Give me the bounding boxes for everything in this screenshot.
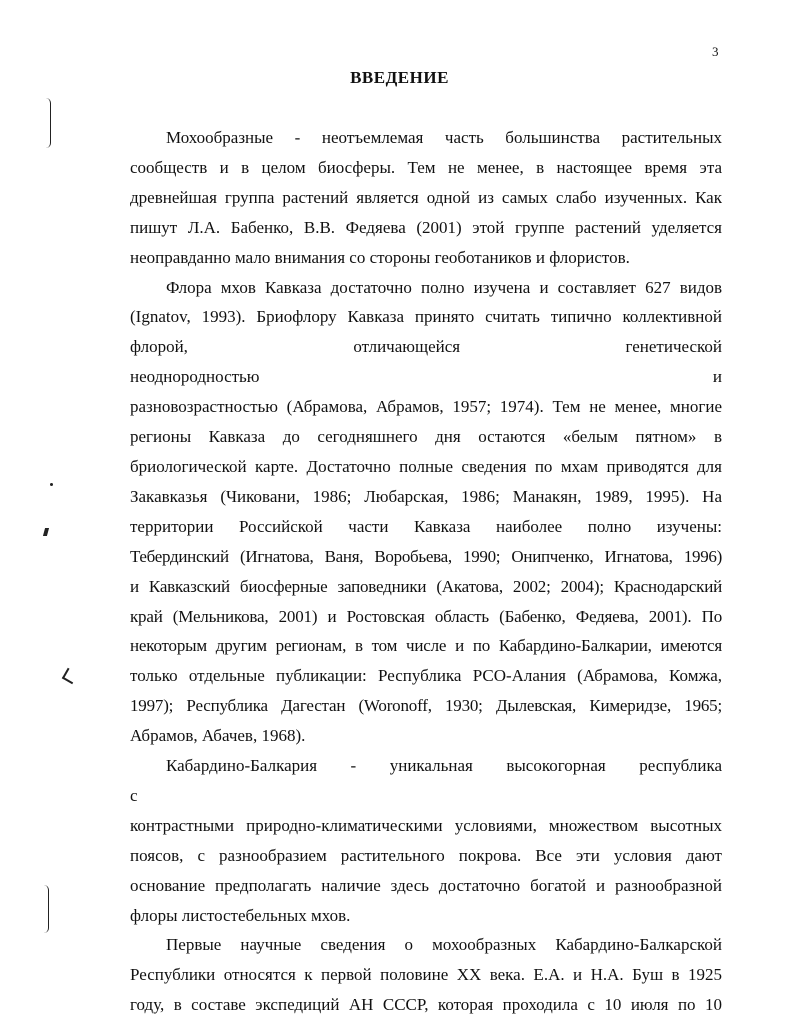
- text-line: разновозрастностью (Абрамова, Абрамов, 1957; 1974). Тем не менее, многие: [130, 397, 722, 417]
- text-line: Тебердинский (Игнатова, Ваня, Воробьева, 1990; Онипченко, Игнатова, 1996): [130, 546, 722, 566]
- text-line: Абрамов, Абачев, 1968).: [130, 726, 306, 746]
- text-line: году, в составе экспедиций АН СССР, которая проходила с 10 июля по 10: [130, 995, 722, 1015]
- paragraph-4: [130, 930, 722, 1020]
- text-line: Мохообразные - неотъемлемая часть большинства растительных: [166, 128, 722, 147]
- text-line: бриологической карте. Достаточно полные сведения по мхам приводятся для: [130, 456, 722, 476]
- page-title: ВВЕДЕНИЕ: [350, 68, 449, 87]
- text-line: край (Мельникова, 2001) и Ростовская область (Бабенко, Федяева, 2001). По: [130, 606, 722, 626]
- text-line: некоторым другим регионам, в том числе и по Кабардино-Балкарии, имеются: [130, 636, 722, 656]
- text-line: древнейшая группа растений является одной из самых слабо изученных. Как: [130, 187, 722, 207]
- text-line: контрастными природно-климатическими условиями, множеством высотных: [130, 815, 722, 835]
- text-line: флоры листостебельных мхов.: [130, 905, 351, 925]
- text-line: территории Российской части Кавказа наиболее полно изучены:: [130, 516, 722, 536]
- text-line: Первые научные сведения о мохообразных Кабардино-Балкарской: [166, 935, 722, 955]
- paragraph-3: [130, 751, 722, 930]
- body-text: [130, 123, 722, 1020]
- text-line: Республики относятся к первой половине XX века. Е.А. и Н.А. Буш в 1925: [130, 965, 722, 985]
- paragraph-2: [130, 273, 722, 752]
- text-line: (Ignatov, 1993). Бриофлору Кавказа принято считать типично коллективной: [130, 307, 722, 327]
- text-line: регионы Кавказа до сегодняшнего дня остаются «белым пятном» в: [130, 427, 722, 447]
- text-line: пишут Л.А. Бабенко, В.В. Федяева (2001) этой группе растений уделяется: [130, 217, 722, 237]
- text-line: Кабардино-Балкария - уникальная высокогорная республика с: [130, 756, 722, 805]
- text-line: поясов, с разнообразием растительного покрова. Все эти условия дают: [130, 845, 722, 865]
- text-line: основание предполагать наличие здесь достаточно богатой и разнообразной: [130, 875, 722, 895]
- page-number: 3: [712, 44, 719, 59]
- paragraph-1: [130, 123, 722, 273]
- text-line: сообществ и в целом биосферы. Тем не менее, в настоящее время эта: [130, 157, 722, 177]
- text-line: 1997); Республика Дагестан (Woronoff, 1930; Дылевская, Кимеридзе, 1965;: [130, 696, 722, 716]
- text-line: неоправданно мало внимания со стороны геоботаников и флористов.: [130, 247, 630, 267]
- text-line: и Кавказский биосферные заповедники (Акатова, 2002; 2004); Краснодарский: [130, 576, 722, 596]
- margin-tick-mark: [43, 528, 49, 536]
- text-line: Флора мхов Кавказа достаточно полно изучена и составляет 627 видов: [166, 277, 722, 297]
- margin-scribble-mark: [62, 668, 78, 684]
- text-line: только отдельные публикации: Республика РСО-Алания (Абрамова, Комжа,: [130, 666, 722, 686]
- text-line: флорой, отличающейся генетической неоднородностью и: [130, 337, 722, 387]
- margin-bracket-mark: [46, 98, 51, 148]
- text-line: Закавказья (Чиковани, 1986; Любарская, 1986; Манакян, 1989, 1995). На: [130, 486, 722, 506]
- margin-dot-mark: [50, 483, 53, 486]
- margin-bracket-mark-lower: [44, 885, 49, 933]
